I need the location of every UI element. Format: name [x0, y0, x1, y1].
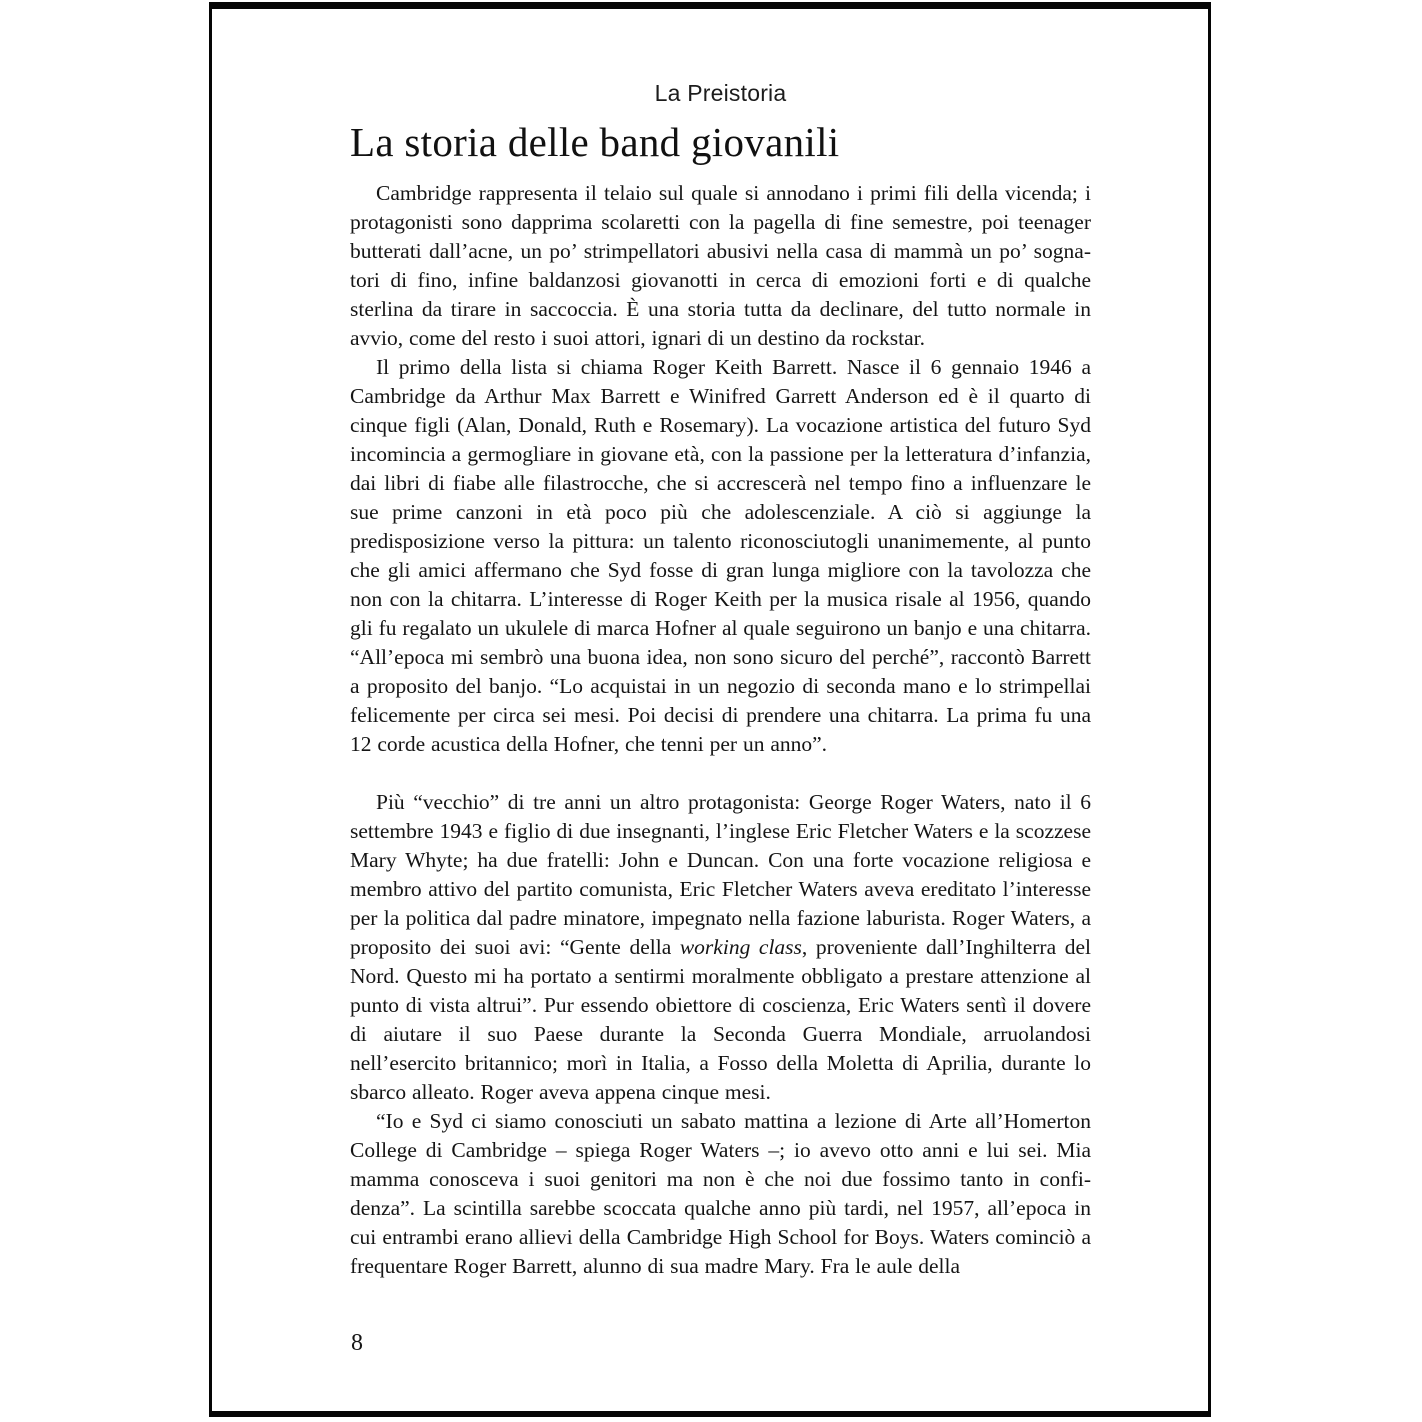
paragraph-text: , proveniente dall’Inghilterra del Nord. Questo mi ha portato a sentirmi moralmente obbligato a prestare attenzione al punto di vista altrui”. Pur essendo obiettore di coscienza, Eric Waters sentì il dovere di aiutare il suo Paese durante la Seconda Guerra Mondiale, arruolandosi nell’esercito britannico; morì in Italia, a Fosso della Moletta di Aprilia, durante lo sbarco alleato. Roger aveva appena cinque mesi. — [350, 935, 1091, 1104]
paragraph-text: Cambridge rappresenta il telaio sul quale si annodano i primi fili della vicenda; i protagonisti sono dapprima scolaretti con la pagella di fine semestre, poi teenager butterati dall’acne, un po’ strimpellatori abusivi nella casa di mammà un po’ sognatori di fino, infine baldanzosi giovanotti in cerca di emozioni forti e di qualche sterlina da tirare in saccoccia. È una storia tutta da declinare, del tutto normale in avvio, come del resto i suoi attori, ignari di un destino da rockstar. — [350, 181, 1091, 350]
page-number: 8 — [351, 1330, 363, 1356]
text-block — [350, 80, 1091, 1281]
body-paragraph-2 — [350, 353, 1091, 759]
body-paragraph-1 — [350, 179, 1091, 353]
body-paragraph-4 — [350, 1107, 1091, 1281]
paragraph-text: “Io e Syd ci siamo conosciuti un sabato mattina a lezione di Arte all’Homerton College di Cambridge – spiega Roger Waters –; io avevo otto anni e lui sei. Mia mamma conosceva i suoi genitori ma non è che noi due fossimo tanto in confidenza”. La scintilla sarebbe scoccata qualche anno più tardi, nel 1957, all’epoca in cui entrambi erano allievi della Cambridge High School for Boys. Waters cominciò a frequentare Roger Barrett, alunno di sua madre Mary. Fra le aule della — [350, 1109, 1091, 1278]
body-paragraph-3 — [350, 788, 1091, 1107]
running-header: La Preistoria — [654, 80, 787, 106]
paragraph-text-italic: working class — [679, 935, 802, 959]
chapter-title: La storia delle band giovanili — [350, 119, 840, 165]
paragraph-text: Più “vecchio” di tre anni un altro protagonista: George Roger Waters, nato il 6 settembre 1943 e figlio di due insegnanti, l’inglese Eric Fletcher Waters e la scozzese Mary Whyte; ha due fratelli: John e Duncan. Con una forte vocazione religiosa e membro attivo del partito comunista, Eric Fletcher Waters aveva ereditato l’interesse per la politica dal padre minatore, impegnato nella fazione laburista. Roger Waters, a proposito dei suoi avi: “Gente della — [350, 790, 1091, 959]
paragraph-text: Il primo della lista si chiama Roger Keith Barrett. Nasce il 6 gennaio 1946 a Cambridge da Arthur Max Barrett e Winifred Garrett Anderson ed è il quarto di cinque figli (Alan, Donald, Ruth e Rosemary). La vocazione artistica del futuro Syd incomincia a germogliare in giovane età, con la passione per la letteratura d’infanzia, dai libri di fiabe alle filastrocche, che si accrescerà nel tempo fino a influenzare le sue prime canzoni in età poco più che adolescenziale. A ciò si aggiunge la predisposizione verso la pittura: un talento riconosciutogli unanimemente, al punto che gli amici affermano che Syd fosse di gran lunga migliore con la tavolozza che non con la chitarra. L’interesse di Roger Keith per la musica risale al 1956, quando gli fu regalato un ukulele di marca Hofner al quale seguirono un banjo e una chitarra. “All’epoca mi sembrò una buona idea, non sono sicuro del perché”, raccontò Barrett a proposito del banjo. “Lo acquistai in un negozio di seconda mano e lo strimpellai felicemente per circa sei mesi. Poi decisi di prendere una chitarra. La prima fu una 12 corde acustica della Hofner, che tenni per un anno”. — [350, 355, 1091, 756]
